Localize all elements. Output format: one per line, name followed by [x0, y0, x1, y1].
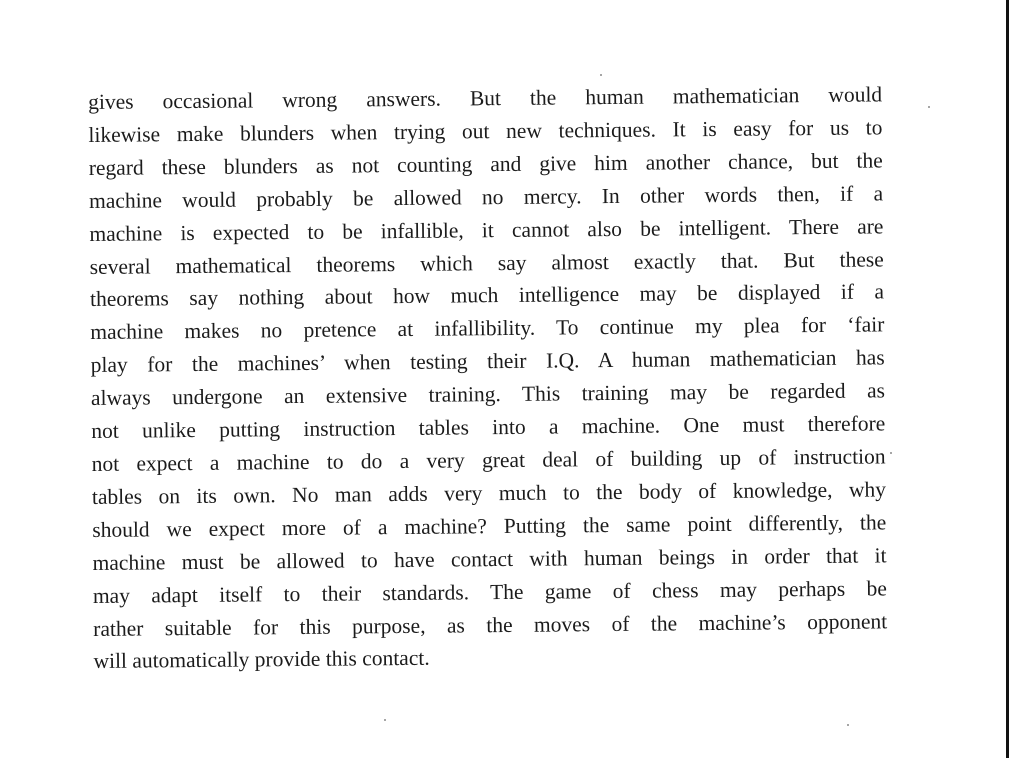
text-line: machine must be allowed to have contact with human beings in order that it	[92, 543, 887, 575]
text-line: should we expect more of a machine? Putting the same point differently, the	[92, 510, 887, 542]
text-line: likewise make blunders when trying out new techniques. It is easy for us to	[88, 115, 883, 147]
text-line: not unlike putting instruction tables into a machine. One must therefore	[91, 411, 886, 444]
scan-speck	[890, 452, 892, 454]
scan-speck	[847, 724, 849, 726]
page-edge-margin	[1009, 0, 1024, 758]
scan-speck	[928, 106, 930, 108]
text-line: machine is expected to be infallible, it cannot also be intelligent. There are	[89, 213, 884, 246]
text-line: always undergone an extensive training. This training may be regarded as	[90, 378, 886, 411]
text-line: machine makes no pretence at infallibility. To continue my plea for ‘fair	[90, 312, 885, 345]
text-line: several mathematical theorems which say almost exactly that. But these	[89, 246, 884, 279]
text-line: machine would probably be allowed no mercy. In other words then, if a	[88, 181, 884, 213]
text-line: rather suitable for this purpose, as the moves of the machine’s opponent	[93, 608, 888, 641]
text-line: tables on its own. No man adds very much to the body of knowledge, why	[91, 477, 887, 509]
text-line: will automatically provide this contact.	[93, 646, 430, 674]
text-line: theorems say nothing about how much intelligence may be displayed if a	[89, 279, 885, 312]
text-line: play for the machines’ when testing their I.Q. A human mathematician has	[90, 345, 885, 378]
scan-speck	[384, 719, 386, 721]
body-paragraph	[88, 78, 894, 678]
scan-speck	[600, 74, 602, 76]
text-line: not expect a machine to do a very great deal of building up of instruction	[91, 444, 886, 476]
text-line: regard these blunders as not counting and give him another chance, but the	[88, 148, 883, 180]
text-line: gives occasional wrong answers. But the human mathematician would	[88, 82, 883, 114]
text-line: may adapt itself to their standards. The game of chess may perhaps be	[92, 575, 887, 608]
